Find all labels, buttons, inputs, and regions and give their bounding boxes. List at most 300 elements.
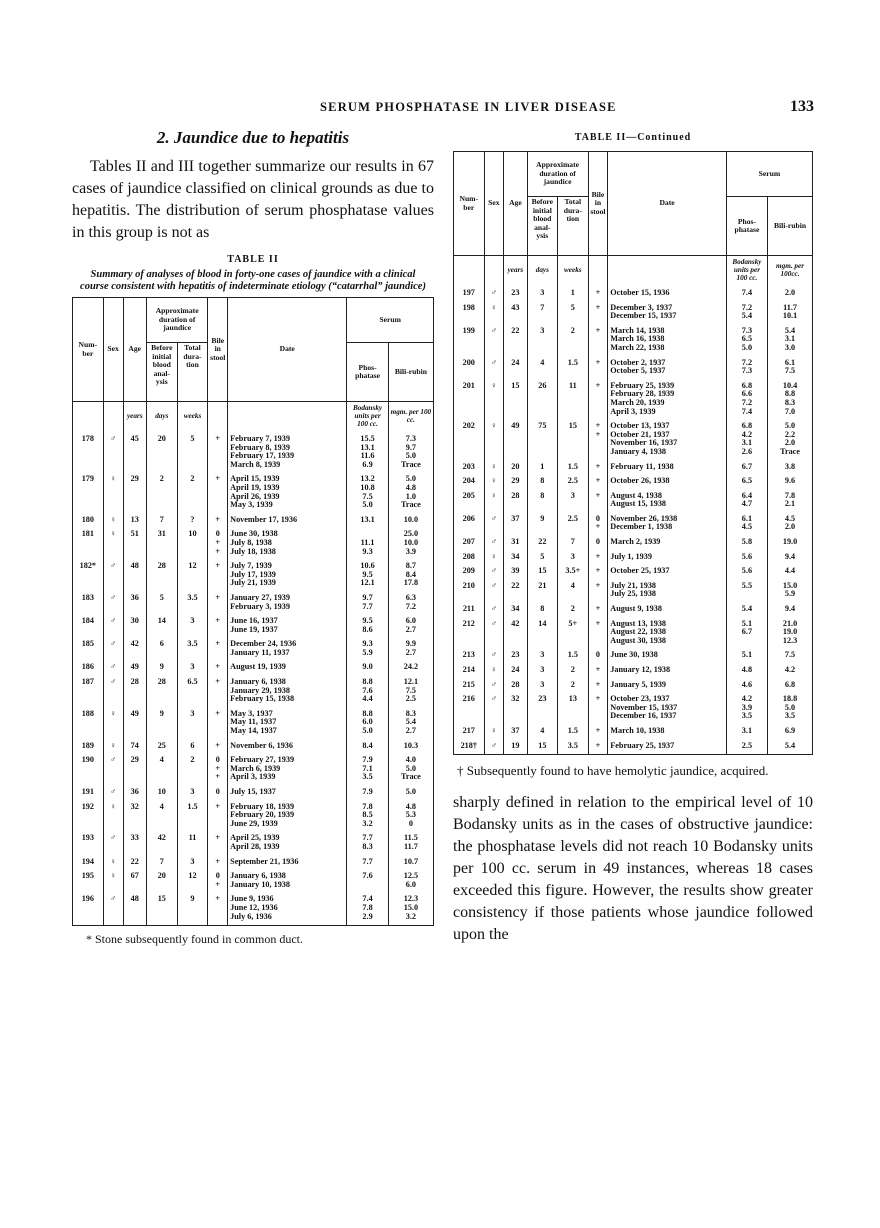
case-number: 199 — [454, 322, 485, 354]
case-bilirubin-line: 5.0 — [405, 451, 417, 461]
case-phosphatase-line: 3.5 — [362, 772, 373, 782]
case-dates — [608, 417, 726, 457]
case-bilirubin-line: 25.0 — [403, 529, 419, 539]
case-bilirubin — [388, 658, 433, 673]
case-bilirubin-line: 5.4 — [405, 717, 417, 727]
case-phosphatase — [726, 322, 767, 354]
case-bile-line: + — [215, 616, 221, 626]
case-bile-line: + — [215, 894, 221, 904]
case-phosphatase-line: 11.1 — [360, 537, 375, 547]
case-bilirubin-line: 2.7 — [405, 726, 417, 736]
case-total-weeks: 13 — [558, 690, 589, 722]
case-dates — [608, 548, 726, 563]
case-bilirubin-line: 4.4 — [784, 566, 796, 576]
case-sex: ♂ — [484, 676, 504, 691]
table-row — [73, 589, 434, 612]
case-bile-line: + — [595, 694, 601, 704]
case-bilirubin-line: 2.2 — [784, 429, 796, 439]
case-before-days: 3 — [527, 646, 558, 661]
case-phosphatase — [726, 458, 767, 473]
case-phosphatase-line: 13.1 — [360, 514, 375, 524]
case-phosphatase — [347, 705, 389, 737]
table-row — [73, 673, 434, 705]
case-dates-line: July 6, 1936 — [230, 911, 272, 921]
case-sex: ♀ — [103, 737, 123, 752]
case-phosphatase-line: 5.9 — [362, 647, 373, 657]
case-sex: ♂ — [484, 322, 504, 354]
case-sex: ♀ — [484, 458, 504, 473]
case-age: 28 — [123, 673, 146, 705]
case-age: 22 — [504, 322, 527, 354]
case-dates — [228, 867, 347, 890]
case-phosphatase — [726, 284, 767, 299]
case-phosphatase-line: 5.0 — [741, 342, 753, 352]
case-total-weeks: 12 — [177, 867, 208, 890]
case-phosphatase-line: 2.5 — [741, 740, 753, 750]
case-sex: ♂ — [103, 612, 123, 635]
case-dates-line: December 16, 1937 — [610, 711, 677, 721]
case-sex: ♂ — [103, 783, 123, 798]
page-number: 133 — [790, 98, 814, 115]
case-bilirubin-line: 15.0 — [782, 580, 798, 590]
case-bile — [208, 658, 228, 673]
case-sex: ♀ — [103, 470, 123, 510]
case-sex: ♂ — [484, 600, 504, 615]
case-bilirubin-line: 5.0 — [405, 787, 417, 796]
case-dates — [228, 798, 347, 830]
case-bilirubin-line: 3.5 — [784, 711, 796, 721]
case-number: 210 — [454, 577, 485, 600]
case-phosphatase-line: 6.7 — [741, 461, 753, 471]
case-bilirubin — [768, 661, 813, 676]
case-bilirubin-line: 4.8 — [405, 482, 417, 492]
case-phosphatase — [726, 600, 767, 615]
case-number: 202 — [454, 417, 485, 457]
case-bilirubin-line: 12.3 — [782, 635, 798, 645]
case-number: 214 — [454, 661, 485, 676]
case-number: 191 — [73, 783, 104, 798]
case-phosphatase-line: 6.0 — [362, 717, 373, 727]
case-bile — [208, 525, 228, 557]
case-bilirubin-line: 6.0 — [405, 879, 417, 889]
continuation-paragraph: sharply defined in relation to the empirical level of 10 Bodansky units as in the cases of obstructive jaundice: the phosphatase levels did not reach 10 Bodansky units per 100 cc. serum in 49 instances, whereas 18 cases exceeded this figure. However, the results show greater consistency if those patients whose jaundice followed upon the — [453, 794, 813, 944]
case-phosphatase-line: 6.8 — [741, 421, 753, 431]
case-bilirubin-line: 4.5 — [784, 513, 796, 523]
case-bile-line: + — [595, 566, 601, 576]
case-total-weeks: 3 — [177, 658, 208, 673]
case-age: 19 — [504, 737, 527, 755]
case-bilirubin — [388, 751, 433, 783]
case-dates — [228, 890, 347, 925]
case-age: 22 — [123, 853, 146, 868]
case-before-days: 9 — [146, 705, 177, 737]
case-bilirubin-line: 8.4 — [405, 569, 417, 579]
case-dates — [228, 557, 347, 589]
case-bile-line: + — [215, 639, 221, 649]
case-dates — [608, 510, 726, 533]
case-bile — [208, 612, 228, 635]
case-phosphatase — [726, 377, 767, 417]
col-number: Num-ber — [454, 152, 485, 256]
case-total-weeks: 3 — [558, 548, 589, 563]
case-phosphatase-line: 5.8 — [741, 537, 753, 547]
case-bilirubin-line: 10.4 — [782, 380, 798, 390]
table-row — [454, 377, 813, 417]
table-row — [73, 737, 434, 752]
case-total-weeks: 10 — [177, 525, 208, 557]
case-bile — [208, 867, 228, 890]
case-dates-line: December 1, 1938 — [610, 522, 673, 532]
case-dates-line: July 21, 1939 — [230, 578, 276, 588]
case-dates — [228, 525, 347, 557]
case-dates-line: August 9, 1938 — [610, 604, 662, 614]
case-phosphatase-line: 10.8 — [360, 482, 375, 492]
case-dates — [228, 635, 347, 658]
case-phosphatase — [726, 722, 767, 737]
case-bile-line: + — [595, 357, 601, 367]
case-bilirubin-line: 7.5 — [405, 685, 417, 695]
col-age: Age — [504, 152, 527, 256]
case-dates — [608, 487, 726, 510]
case-sex: ♀ — [103, 853, 123, 868]
case-bilirubin — [388, 635, 433, 658]
case-bile — [588, 533, 608, 548]
case-phosphatase — [347, 658, 389, 673]
col-serum: Serum — [726, 152, 812, 197]
case-dates — [608, 322, 726, 354]
col-sex: Sex — [103, 298, 123, 402]
case-sex: ♀ — [484, 487, 504, 510]
case-sex: ♂ — [103, 589, 123, 612]
case-before-days: 14 — [527, 615, 558, 647]
case-total-weeks: 1.5 — [558, 722, 589, 737]
case-total-weeks: 9 — [177, 890, 208, 925]
case-bilirubin — [768, 284, 813, 299]
case-phosphatase-line: 5.4 — [741, 311, 753, 321]
case-bile-line: + — [595, 551, 601, 561]
case-bilirubin — [388, 798, 433, 830]
case-bilirubin-line: 11.7 — [403, 841, 418, 851]
case-phosphatase-line: 9.5 — [362, 616, 373, 626]
case-bilirubin — [388, 867, 433, 890]
case-bilirubin — [768, 548, 813, 563]
case-dates-line: May 11, 1937 — [230, 717, 277, 727]
case-phosphatase-line: 7.6 — [362, 685, 373, 695]
case-bile — [588, 284, 608, 299]
case-number: 198 — [454, 299, 485, 322]
case-sex: ♂ — [103, 751, 123, 783]
table-row — [454, 615, 813, 647]
table-row — [73, 658, 434, 673]
intro-paragraph: Tables II and III together summarize our results in 67 cases of jaundice classified on clinical grounds as due to hepatitis. The distribution of serum phosphatase values in this group is not as — [72, 158, 434, 241]
case-bile-line: + — [595, 476, 601, 486]
case-total-weeks: 1.5 — [558, 646, 589, 661]
table-row — [73, 853, 434, 868]
case-phosphatase-line: 9.0 — [362, 662, 373, 672]
case-dates-line: April 25, 1939 — [230, 833, 280, 843]
case-phosphatase-line: 4.2 — [741, 429, 753, 439]
case-sex: ♀ — [484, 548, 504, 563]
case-number: 190 — [73, 751, 104, 783]
case-bilirubin-line: 7.5 — [784, 366, 796, 376]
table-row — [73, 525, 434, 557]
case-phosphatase-line: 6.1 — [741, 513, 753, 523]
case-age: 67 — [123, 867, 146, 890]
case-bilirubin-line: 4.2 — [784, 665, 796, 674]
case-before-days: 9 — [527, 510, 558, 533]
case-age: 37 — [504, 510, 527, 533]
case-total-weeks: 2.5 — [558, 472, 589, 487]
case-before-days: 8 — [527, 487, 558, 510]
case-before-days: 7 — [146, 853, 177, 868]
case-age: 42 — [504, 615, 527, 647]
case-bilirubin — [768, 354, 813, 377]
case-bile — [208, 829, 228, 852]
table-row — [73, 612, 434, 635]
case-age: 23 — [504, 646, 527, 661]
case-bilirubin — [768, 510, 813, 533]
case-bile-line: + — [215, 561, 221, 571]
unit-bilirubin: mgm. per 100cc. — [768, 256, 813, 285]
case-sex: ♂ — [103, 829, 123, 852]
case-total-weeks: 3.5+ — [558, 562, 589, 577]
case-bile-line: + — [595, 288, 601, 297]
case-dates-line: August 19, 1939 — [230, 662, 286, 672]
case-total-weeks: 2 — [558, 676, 589, 691]
case-phosphatase-line — [349, 881, 386, 890]
table-row — [73, 430, 434, 470]
case-bilirubin-line: 12.5 — [403, 871, 419, 881]
case-dates — [228, 737, 347, 752]
case-phosphatase — [726, 533, 767, 548]
case-bilirubin-line: 5.0 — [784, 421, 796, 431]
case-dates-line: March 6, 1939 — [230, 763, 281, 773]
case-dates-line: January 10, 1938 — [230, 879, 290, 889]
case-phosphatase-line: 7.9 — [362, 787, 373, 796]
case-bile-line: + — [595, 380, 601, 390]
case-age: 23 — [504, 284, 527, 299]
case-bilirubin-line: 24.2 — [403, 662, 419, 672]
case-dates-line: January 6, 1938 — [230, 677, 286, 687]
case-bile — [588, 299, 608, 322]
case-phosphatase-line: 4.7 — [741, 499, 753, 509]
case-phosphatase — [726, 487, 767, 510]
case-bilirubin-line: 10.7 — [403, 856, 419, 866]
case-dates — [608, 458, 726, 473]
case-number: 183 — [73, 589, 104, 612]
case-dates — [228, 705, 347, 737]
case-dates — [228, 853, 347, 868]
case-dates-line: August 15, 1938 — [610, 499, 667, 509]
case-bile-line: + — [215, 546, 221, 556]
case-sex: ♀ — [484, 377, 504, 417]
case-phosphatase-line: 2.6 — [741, 446, 753, 456]
case-bile-line: + — [215, 879, 221, 889]
col-number: Num-ber — [73, 298, 104, 402]
case-bilirubin — [768, 533, 813, 548]
case-total-weeks: 11 — [177, 829, 208, 852]
case-phosphatase-line: 9.3 — [362, 546, 373, 556]
case-phosphatase — [347, 470, 389, 510]
unit-total: weeks — [558, 256, 589, 285]
case-bilirubin — [768, 615, 813, 647]
case-bile — [588, 472, 608, 487]
case-dates-line: March 16, 1938 — [610, 334, 665, 344]
case-phosphatase-line: 13.1 — [360, 442, 375, 452]
table-row — [454, 737, 813, 755]
case-dates-line: January 6, 1938 — [230, 871, 286, 881]
case-bilirubin-line: 5.4 — [784, 325, 796, 335]
case-bilirubin-line: 9.4 — [784, 604, 796, 614]
case-phosphatase — [347, 589, 389, 612]
case-before-days: 10 — [146, 783, 177, 798]
case-bile-line: + — [215, 474, 221, 484]
case-phosphatase-line: 5.0 — [362, 500, 373, 510]
case-bilirubin-line: 8.3 — [784, 397, 796, 407]
case-phosphatase-line — [729, 590, 765, 599]
case-age: 28 — [504, 487, 527, 510]
case-bile — [588, 510, 608, 533]
unit-phosphatase: Bodansky units per 100 cc. — [347, 402, 389, 431]
case-phosphatase-line: 10.6 — [360, 561, 375, 571]
case-before-days: 20 — [146, 430, 177, 470]
case-phosphatase-line: 5.0 — [362, 726, 373, 736]
case-phosphatase-line: 8.8 — [362, 708, 373, 718]
table-row — [454, 284, 813, 299]
table-row — [454, 676, 813, 691]
case-dates — [228, 673, 347, 705]
col-bilirubin: Bili-rubin — [768, 197, 813, 256]
case-phosphatase — [726, 615, 767, 647]
case-total-weeks: 2 — [177, 751, 208, 783]
case-dates-line: January 29, 1938 — [230, 685, 290, 695]
case-dates-line: July 1, 1939 — [610, 551, 652, 561]
case-age: 43 — [504, 299, 527, 322]
case-bile-line: + — [215, 856, 221, 866]
case-bile — [208, 589, 228, 612]
case-dates-line: January 12, 1938 — [610, 665, 671, 674]
case-bilirubin — [388, 737, 433, 752]
col-age: Age — [123, 298, 146, 402]
case-dates-line: April 28, 1939 — [230, 841, 280, 851]
case-age: 22 — [504, 577, 527, 600]
case-bile — [588, 737, 608, 755]
case-phosphatase — [347, 867, 389, 890]
case-dates-line: December 15, 1937 — [610, 311, 677, 321]
case-bile-line: + — [595, 302, 601, 312]
case-dates-line: June 19, 1937 — [230, 624, 278, 634]
case-bile-line: + — [215, 833, 221, 843]
case-phosphatase-line: 5.4 — [741, 604, 753, 614]
case-total-weeks: 5 — [558, 299, 589, 322]
col-phosphatase: Phos-phatase — [347, 343, 389, 402]
unit-before: days — [146, 402, 177, 431]
table-caption: Summary of analyses of blood in forty-one cases of jaundice with a clinical course consistent with hepatitis of indeterminate etiology (“catarrhal” jaundice) — [80, 269, 426, 292]
case-phosphatase-line: 9.7 — [362, 592, 373, 602]
case-dates-line: November 26, 1938 — [610, 513, 678, 523]
case-dates — [608, 690, 726, 722]
case-before-days: 25 — [146, 737, 177, 752]
case-bile-line: 0 — [595, 537, 600, 547]
case-bilirubin-line: 4.8 — [405, 801, 417, 811]
case-age: 32 — [123, 798, 146, 830]
case-before-days: 28 — [146, 557, 177, 589]
case-sex: ♀ — [484, 417, 504, 457]
case-bilirubin-line: 2.0 — [784, 438, 796, 448]
case-dates-line: August 22, 1938 — [610, 627, 667, 637]
col-phosphatase: Phos-phatase — [726, 197, 767, 256]
table-row — [454, 487, 813, 510]
case-total-weeks: 6 — [177, 737, 208, 752]
case-bilirubin — [388, 890, 433, 925]
table-row — [454, 510, 813, 533]
case-age: 36 — [123, 589, 146, 612]
case-phosphatase-line: 7.1 — [362, 763, 373, 773]
case-number: 211 — [454, 600, 485, 615]
col-sex: Sex — [484, 152, 504, 256]
case-before-days: 42 — [146, 829, 177, 852]
case-dates — [228, 783, 347, 798]
table-row — [454, 562, 813, 577]
table-row — [73, 705, 434, 737]
case-phosphatase-line: 7.2 — [741, 397, 753, 407]
case-total-weeks: 5+ — [558, 615, 589, 647]
case-sex: ♂ — [103, 890, 123, 925]
case-bilirubin-line: 0 — [408, 818, 413, 828]
case-total-weeks: 5 — [177, 430, 208, 470]
table-row — [454, 548, 813, 563]
case-dates-line: February 8, 1939 — [230, 442, 290, 452]
case-bilirubin-line: 7.2 — [405, 601, 417, 611]
case-bilirubin-line: 7.8 — [784, 490, 796, 500]
case-age: 45 — [123, 430, 146, 470]
case-bile — [588, 600, 608, 615]
case-phosphatase-line: 3.5 — [741, 711, 753, 721]
case-total-weeks: 3 — [177, 783, 208, 798]
table-row — [454, 577, 813, 600]
case-phosphatase-line: 4.8 — [741, 665, 753, 674]
case-dates-line: February 28, 1939 — [610, 389, 675, 399]
table-row — [454, 661, 813, 676]
case-age: 24 — [504, 354, 527, 377]
case-phosphatase-line: 6.8 — [741, 380, 753, 390]
case-number: 218† — [454, 737, 485, 755]
case-bile — [208, 853, 228, 868]
case-dates-line: October 13, 1937 — [610, 421, 670, 431]
table-row — [454, 533, 813, 548]
case-age: 49 — [123, 658, 146, 673]
col-serum: Serum — [347, 298, 434, 343]
case-bilirubin — [388, 525, 433, 557]
table-row — [73, 635, 434, 658]
case-before-days: 3 — [527, 661, 558, 676]
table-row — [454, 600, 813, 615]
case-phosphatase-line: 3.2 — [362, 818, 373, 828]
case-before-days: 8 — [527, 472, 558, 487]
case-number: 194 — [73, 853, 104, 868]
case-bilirubin-line: 6.3 — [405, 592, 417, 602]
case-age: 34 — [504, 600, 527, 615]
case-bilirubin-line: 17.8 — [403, 578, 419, 588]
case-total-weeks: 3 — [177, 853, 208, 868]
case-phosphatase-line: 7.7 — [362, 856, 373, 866]
section-heading: 2. Jaundice due to hepatitis — [156, 128, 350, 147]
case-before-days: 3 — [527, 322, 558, 354]
col-before: Before initial blood anal-ysis — [527, 197, 558, 256]
case-phosphatase — [726, 354, 767, 377]
case-number: 206 — [454, 510, 485, 533]
case-bile — [588, 722, 608, 737]
